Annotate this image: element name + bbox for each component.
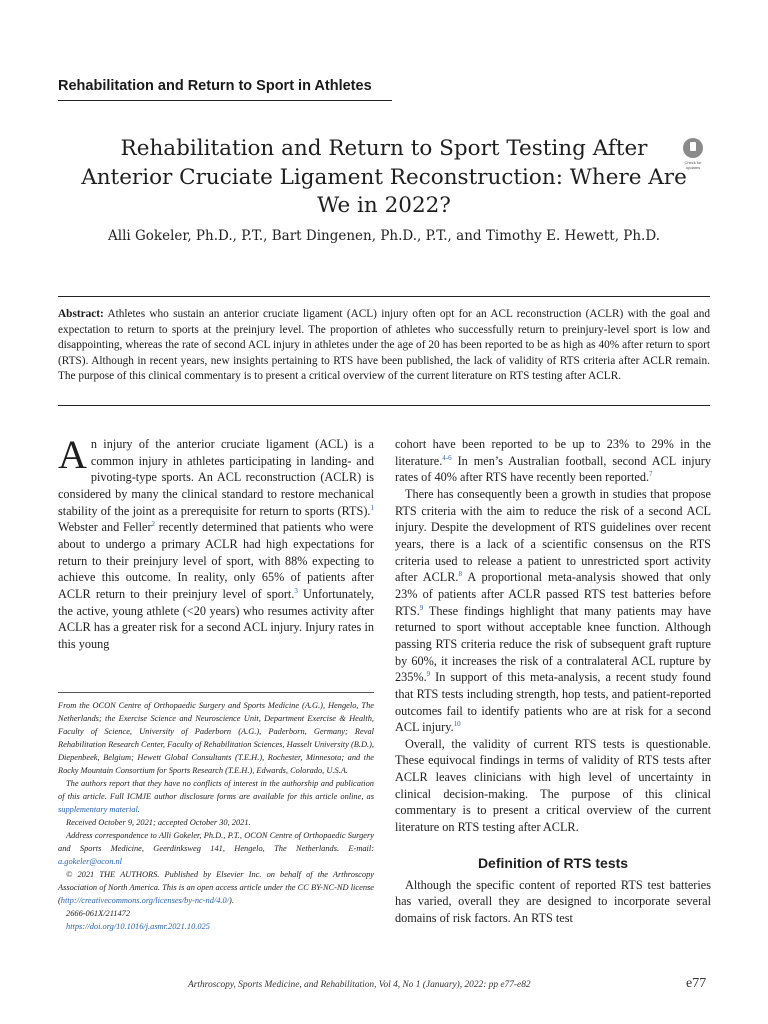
page-number: e77 bbox=[686, 976, 707, 991]
section-heading-rts: Definition of RTS tests bbox=[477, 854, 629, 871]
body-paragraph: There has consequently been a growth in studies that propose RTS criteria with the aim to reduce the risk of a second ACL injury. Despite the development of RTS guidelines over recent years, there is a lack of a scientific consensus on the RTS criteria used to release a patient to unrestricted sport activity after ACLR.$^8$ A proportional meta-analysis showed that only 23% of patients after ACLR passed RTS test batteries before RTS.$^9$ These findings highlight that many patients may have returned to sport without acceptable knee function. Although passing RTS criteria reduce the risk of subsequent graft rupture by 60%, it increases the risk of a contralateral ACL rupture by 235%.$^9$ In support of this meta-analysis, a recent study found that RTS tests including strength, hop tests, and patient-reported outcomes fail to identify patients who are at risk for a second ACL injury.$^{10}$ bbox=[395, 486, 711, 735]
license-link[interactable]: http://creativecommons.org/licenses/by-nc-nd/4.0/ bbox=[60, 896, 230, 906]
bookmark-icon bbox=[683, 138, 703, 158]
ref-link[interactable]: 9 bbox=[426, 670, 431, 679]
ref-link[interactable]: 1 bbox=[370, 503, 374, 512]
author-list: Alli Gokeler, Ph.D., P.T., Bart Dingenen, Ph.D., P.T., and Timothy E. Hewett, Ph.D. bbox=[108, 228, 660, 244]
ref-link[interactable]: 7 bbox=[649, 470, 653, 479]
drop-cap: A bbox=[58, 432, 87, 477]
supplementary-link[interactable]: supplementary material bbox=[58, 805, 138, 815]
body-paragraph: Although the specific content of reported RTS test batteries has varied, overall they are designed to incorporate several domains of risk factors. An RTS test bbox=[395, 877, 711, 926]
ref-link[interactable]: 2 bbox=[151, 520, 156, 529]
body-paragraph: cohort have been reported to be up to 23% to 29% in the literature.$^{4-6}$ In men’s Australian football, second ACL injury rates of 40% after RTS have recently been reported.$^7$ bbox=[395, 437, 711, 485]
license-note: © 2021 THE AUTHORS. Published by Elsevier Inc. on behalf of the Arthroscopy Association of North America. This is an open access article under the CC BY-NC-ND license (http://creativecommons.org/licenses/by-nc-nd/4.0/). bbox=[58, 870, 374, 906]
doi-link[interactable]: https://doi.org/10.1016/j.asmr.2021.10.025 bbox=[66, 922, 210, 932]
body-paragraph: Overall, the validity of current RTS tests is questionable. These equivocal findings in terms of validity of RTS tests after ACLR leaves clinicians with high level of uncertainty in clinical decision-making. The purpose of this clinical commentary is to present a critical overview of the current literature on RTS testing after ACLR. bbox=[395, 736, 711, 835]
received-note: Received October 9, 2021; accepted October 30, 2021. bbox=[66, 818, 251, 828]
ref-link[interactable]: 9 bbox=[419, 603, 424, 612]
ref-link[interactable]: 8 bbox=[458, 570, 462, 579]
issn-note: 2666-061X/211472 bbox=[66, 909, 131, 919]
abstract-text: Athletes who sustain an anterior cruciate ligament (ACL) injury often opt for an ACL reconstruction (ACLR) with the goal and expectation to return to sports at the preinjury level. The proportion of athletes who successfully return to preinjury-level sport is low and disappointing, whereas the rate of second ACL injury in athletes under the age of 20 has been reported to be as high as 40% after return to sport (RTS). Although in recent years, new insights pertaining to RTS have been published, the lack of validity of RTS criteria after ACLR remain. The purpose of this clinical commentary is to present a critical overview of the current literature on RTS testing after ACLR. bbox=[58, 308, 710, 383]
right-column bbox=[395, 436, 711, 927]
section-heading: Rehabilitation and Return to Sport in Athletes bbox=[58, 78, 392, 101]
email-link[interactable]: a.gokeler@ocon.nl bbox=[58, 857, 122, 867]
disclosure-note: The authors report that they have no conflicts of interest in the authorship and publication of this article. Full ICMJE author disclosure forms are available for this article online, as supplementary material. bbox=[58, 779, 374, 815]
left-column bbox=[58, 432, 374, 653]
article-title: Rehabilitation and Return to Sport Testing After Anterior Cruciate Ligament Reconstruction: Where Are We in 2022? bbox=[81, 136, 687, 219]
correspondence-note: Address correspondence to Alli Gokeler, Ph.D., P.T., OCON Centre of Orthopaedic Surgery and Sports Medicine, Geerdinksweg 141, Hengelo, The Netherlands. E-mail: a.gokeler@ocon.nl bbox=[58, 831, 374, 867]
ref-link[interactable]: 4-6 bbox=[442, 453, 452, 462]
check-for-updates-badge[interactable] bbox=[678, 138, 708, 170]
abstract-label: Abstract: bbox=[58, 308, 104, 320]
intro-paragraph: An injury of the anterior cruciate ligament (ACL) is a common injury in athletes participating in landing- and pivoting-type sports. An ACL reconstruction (ACLR) is considered by many the clinical standard to restore mechanical stability of the joint as a prerequisite for return to sports (RTS).$^1$ Webster and Feller$^2$ recently determined that patients who were about to undergo a primary ACLR had high expectations for return to their preinjury level of sport, with 88% expecting to achieve this outcome. In reality, only 65% of patients after ACLR return to their preinjury level of sport.$^3$ Unfortunately, the active, young athlete (<20 years) who resumes activity after ACLR has a greater risk for a second ACL injury. Injury rates in this young bbox=[58, 432, 374, 651]
ref-link[interactable]: 3 bbox=[294, 586, 298, 595]
abstract bbox=[58, 296, 710, 406]
journal-citation: Arthroscopy, Sports Medicine, and Rehabilitation, Vol 4, No 1 (January), 2022: pp e77-e82 bbox=[188, 980, 531, 990]
affiliation-note: From the OCON Centre of Orthopaedic Surgery and Sports Medicine (A.G.), Hengelo, The Netherlands; the Exercise Science and Neuroscience Unit, Department Exercise & Health, Faculty of Science, University of Paderborn (A.G.), Paderborn, Germany; Reval Rehabilitation Research Center, Faculty of Rehabilitation Sciences, Hasselt University (B.D.), Diepenbeek, Belgium; Hewett Global Consultants (T.E.H.), Rochester, Minnesota; and the Rocky Mountain Consortium for Sports Research (T.E.H.), Edwards, Colorado, U.S.A. bbox=[58, 701, 374, 776]
ref-link[interactable]: 10 bbox=[453, 720, 461, 729]
footnotes bbox=[58, 692, 374, 933]
badge-label: Check for updates bbox=[684, 160, 702, 170]
